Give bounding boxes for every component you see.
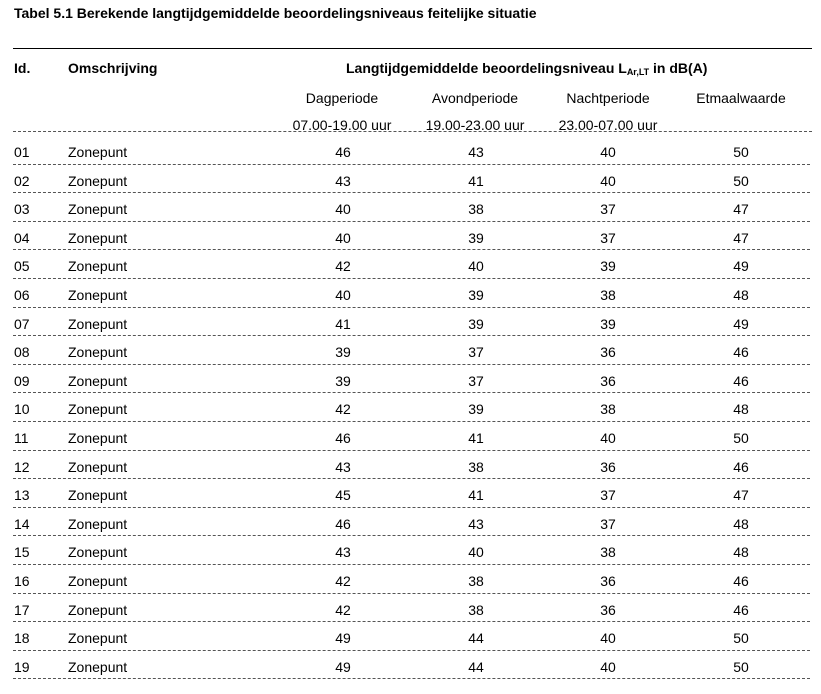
row-id: 05 [14, 258, 30, 275]
row-day-value: 42 [335, 572, 351, 589]
row-evening-value: 44 [468, 658, 484, 675]
row-id: 03 [14, 201, 30, 218]
row-id: 11 [14, 429, 29, 446]
row-dashed-rule [13, 478, 810, 479]
row-evening-value: 44 [468, 630, 484, 647]
row-id: 18 [14, 630, 30, 647]
table-row [0, 368, 821, 397]
row-evening-value: 38 [468, 201, 484, 218]
row-evening-value: 38 [468, 572, 484, 589]
row-night-value: 36 [600, 601, 616, 618]
row-etmaal-value: 47 [733, 229, 749, 246]
row-description: Zonepunt [68, 429, 128, 446]
row-evening-value: 39 [468, 229, 484, 246]
row-day-value: 40 [335, 201, 351, 218]
row-day-value: 41 [335, 315, 351, 332]
table-title: Tabel 5.1 Berekende langtijdgemiddelde beoordelingsniveaus feitelijke situatie [14, 5, 537, 21]
row-day-value: 39 [335, 344, 351, 361]
row-night-value: 40 [600, 144, 616, 160]
row-id: 17 [14, 601, 30, 618]
row-description: Zonepunt [68, 315, 128, 332]
column-header-id: Id. [14, 60, 31, 76]
row-night-value: 37 [600, 487, 616, 504]
table-row [0, 654, 821, 683]
row-etmaal-value: 48 [733, 544, 749, 561]
row-dashed-rule [13, 621, 810, 622]
table-row [0, 597, 821, 626]
table-row [0, 196, 821, 225]
table-row [0, 511, 821, 540]
row-etmaal-value: 47 [733, 487, 749, 504]
row-evening-value: 41 [468, 487, 484, 504]
level-header-prefix: Langtijdgemiddelde beoordelingsniveau L [346, 60, 627, 76]
row-night-value: 36 [600, 372, 616, 389]
row-id: 19 [14, 658, 30, 675]
row-night-value: 38 [600, 401, 616, 418]
row-day-value: 40 [335, 229, 351, 246]
period-header-etmaal: Etmaalwaarde [696, 90, 786, 106]
row-day-value: 49 [335, 658, 351, 675]
row-evening-value: 43 [468, 515, 484, 532]
time-range-evening: 19.00-23.00 uur [425, 117, 525, 133]
row-etmaal-value: 46 [733, 601, 749, 618]
row-etmaal-value: 48 [733, 286, 749, 303]
row-description: Zonepunt [68, 544, 128, 561]
row-evening-value: 40 [468, 544, 484, 561]
row-etmaal-value: 49 [733, 315, 749, 332]
row-night-value: 40 [600, 658, 616, 675]
row-description: Zonepunt [68, 344, 128, 361]
row-day-value: 42 [335, 601, 351, 618]
row-dashed-rule [13, 221, 810, 222]
table-row [0, 339, 821, 368]
row-dashed-rule [13, 335, 810, 336]
header-dashed-rule [13, 131, 812, 132]
row-night-value: 37 [600, 515, 616, 532]
row-evening-value: 39 [468, 315, 484, 332]
row-id: 06 [14, 286, 30, 303]
header-rule [13, 48, 812, 49]
row-dashed-rule [13, 450, 810, 451]
row-id: 16 [14, 572, 30, 589]
row-night-value: 38 [600, 286, 616, 303]
row-evening-value: 41 [468, 172, 484, 189]
row-day-value: 40 [335, 286, 351, 303]
period-header-night: Nachtperiode [566, 90, 650, 106]
time-range-day: 07.00-19.00 uur [292, 117, 392, 133]
row-etmaal-value: 50 [733, 144, 749, 160]
row-dashed-rule [13, 678, 810, 679]
row-night-value: 39 [600, 258, 616, 275]
row-day-value: 45 [335, 487, 351, 504]
row-etmaal-value: 49 [733, 258, 749, 275]
table-row [0, 425, 821, 454]
row-night-value: 36 [600, 572, 616, 589]
row-description: Zonepunt [68, 372, 128, 389]
period-header-evening: Avondperiode [431, 90, 519, 106]
row-etmaal-value: 50 [733, 172, 749, 189]
row-day-value: 43 [335, 544, 351, 561]
row-day-value: 46 [335, 429, 351, 446]
row-evening-value: 37 [468, 344, 484, 361]
row-etmaal-value: 46 [733, 344, 749, 361]
row-dashed-rule [13, 307, 810, 308]
row-night-value: 36 [600, 458, 616, 475]
row-evening-value: 43 [468, 144, 484, 160]
table-row [0, 482, 821, 511]
row-day-value: 39 [335, 372, 351, 389]
row-etmaal-value: 47 [733, 201, 749, 218]
row-id: 01 [14, 144, 30, 160]
row-night-value: 40 [600, 429, 616, 446]
row-night-value: 37 [600, 201, 616, 218]
row-description: Zonepunt [68, 144, 128, 160]
level-header-suffix: in dB(A) [649, 60, 708, 76]
row-description: Zonepunt [68, 658, 128, 675]
row-day-value: 43 [335, 172, 351, 189]
row-day-value: 46 [335, 515, 351, 532]
row-etmaal-value: 48 [733, 515, 749, 532]
table-row [0, 396, 821, 425]
table-row [0, 225, 821, 254]
row-id: 04 [14, 229, 30, 246]
table-row [0, 568, 821, 597]
table-row [0, 454, 821, 483]
row-night-value: 37 [600, 229, 616, 246]
row-description: Zonepunt [68, 601, 128, 618]
row-dashed-rule [13, 249, 810, 250]
row-dashed-rule [13, 278, 810, 279]
row-dashed-rule [13, 392, 810, 393]
row-dashed-rule [13, 564, 810, 565]
row-day-value: 42 [335, 258, 351, 275]
row-night-value: 40 [600, 172, 616, 189]
table-row [0, 168, 821, 197]
row-evening-value: 41 [468, 429, 484, 446]
column-header-level [346, 60, 707, 77]
row-evening-value: 39 [468, 286, 484, 303]
row-etmaal-value: 50 [733, 630, 749, 647]
level-header-subscript: Ar,LT [626, 67, 650, 77]
row-description: Zonepunt [68, 201, 128, 218]
row-dashed-rule [13, 650, 810, 651]
row-evening-value: 38 [468, 458, 484, 475]
row-dashed-rule [13, 507, 810, 508]
row-day-value: 42 [335, 401, 351, 418]
row-etmaal-value: 50 [733, 429, 749, 446]
row-dashed-rule [13, 593, 810, 594]
row-day-value: 49 [335, 630, 351, 647]
row-evening-value: 37 [468, 372, 484, 389]
table-row [0, 625, 821, 654]
row-dashed-rule [13, 535, 810, 536]
table-row [0, 311, 821, 340]
row-description: Zonepunt [68, 286, 128, 303]
row-evening-value: 38 [468, 601, 484, 618]
row-id: 09 [14, 372, 30, 389]
table-row [0, 253, 821, 282]
row-id: 07 [14, 315, 30, 332]
row-description: Zonepunt [68, 630, 128, 647]
row-description: Zonepunt [68, 572, 128, 589]
row-evening-value: 40 [468, 258, 484, 275]
table-row [0, 539, 821, 568]
row-day-value: 43 [335, 458, 351, 475]
time-range-night: 23.00-07.00 uur [558, 117, 658, 133]
row-etmaal-value: 46 [733, 372, 749, 389]
row-dashed-rule [13, 164, 810, 165]
row-id: 13 [14, 487, 30, 504]
period-header-day: Dagperiode [305, 90, 379, 106]
row-night-value: 38 [600, 544, 616, 561]
row-id: 10 [14, 401, 30, 418]
table-row [0, 282, 821, 311]
row-etmaal-value: 48 [733, 401, 749, 418]
row-id: 14 [14, 515, 30, 532]
row-etmaal-value: 50 [733, 658, 749, 675]
column-header-description: Omschrijving [68, 60, 158, 76]
row-night-value: 36 [600, 344, 616, 361]
row-description: Zonepunt [68, 172, 128, 189]
row-dashed-rule [13, 192, 810, 193]
row-id: 12 [14, 458, 30, 475]
row-id: 15 [14, 544, 30, 561]
row-id: 08 [14, 344, 30, 361]
row-description: Zonepunt [68, 458, 128, 475]
row-description: Zonepunt [68, 258, 128, 275]
row-night-value: 39 [600, 315, 616, 332]
row-day-value: 46 [335, 144, 351, 160]
row-etmaal-value: 46 [733, 572, 749, 589]
row-dashed-rule [13, 421, 810, 422]
row-description: Zonepunt [68, 229, 128, 246]
row-description: Zonepunt [68, 401, 128, 418]
row-description: Zonepunt [68, 515, 128, 532]
row-id: 02 [14, 172, 30, 189]
table-body [0, 139, 821, 682]
row-description: Zonepunt [68, 487, 128, 504]
row-evening-value: 39 [468, 401, 484, 418]
row-dashed-rule [13, 364, 810, 365]
table-row [0, 139, 821, 168]
row-etmaal-value: 46 [733, 458, 749, 475]
row-night-value: 40 [600, 630, 616, 647]
